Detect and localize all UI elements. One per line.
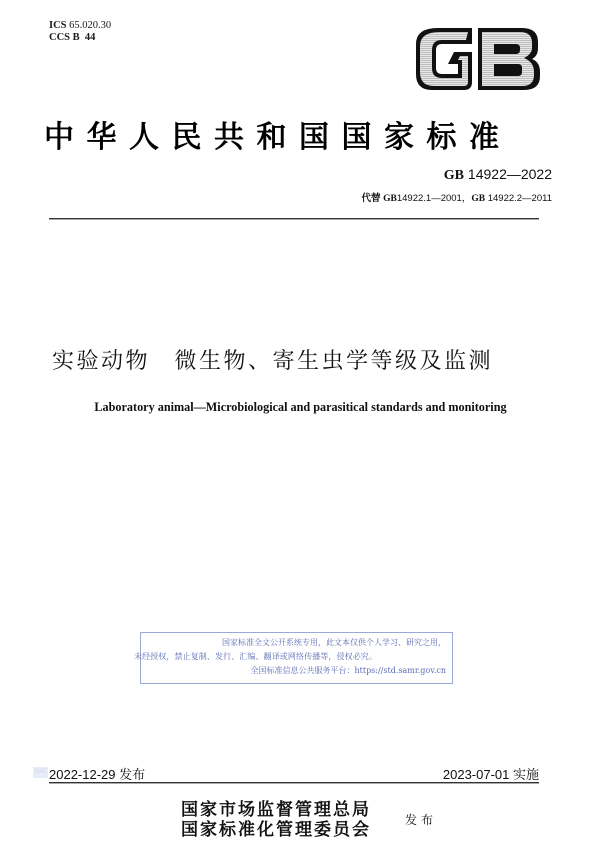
issue-verb: 发布	[405, 813, 438, 827]
issuer-samr: 国家市场监督管理总局	[181, 800, 371, 820]
copyright-notice-box	[134, 632, 453, 684]
header-divider	[49, 218, 539, 219]
gb-logo-icon	[414, 26, 542, 92]
dates-row	[49, 764, 539, 783]
classification-codes	[49, 20, 111, 43]
document-title-english: Laboratory animal—Microbiological and parasitical standards and monitoring	[94, 400, 507, 414]
ics-code: ICS 65.020.30	[49, 20, 112, 31]
notice-line-3: 全国标准信息公共服务平台：https://std.samr.gov.cn	[250, 666, 446, 675]
standard-number: GB 14922—2022	[443, 166, 552, 183]
document-title-chinese: 实验动物 微生物、寄生虫学等级及监测	[52, 349, 494, 374]
notice-line-1: 国家标准全文公开系统专用，此文本仅供个人学习、研究之用，	[222, 638, 446, 647]
sac-watermark-icon: SAC	[33, 767, 48, 778]
issuer-sac: 国家标准化管理委员会	[181, 820, 371, 840]
implement-date: 2023-07-01 实施	[442, 767, 539, 782]
notice-line-2: 未经授权，禁止复制、发行、汇编、翻译或网络传播等，侵权必究。	[134, 652, 377, 661]
issuing-authorities	[181, 800, 371, 840]
national-standard-title: 中华人民共和国国家标准	[44, 120, 512, 155]
ccs-code: CCS B 44	[49, 31, 96, 43]
replaces-standards: 代替 GB14922.1—2001，GB 14922.2—2011	[361, 193, 552, 204]
publish-date: 2022-12-29 发布	[49, 767, 146, 782]
